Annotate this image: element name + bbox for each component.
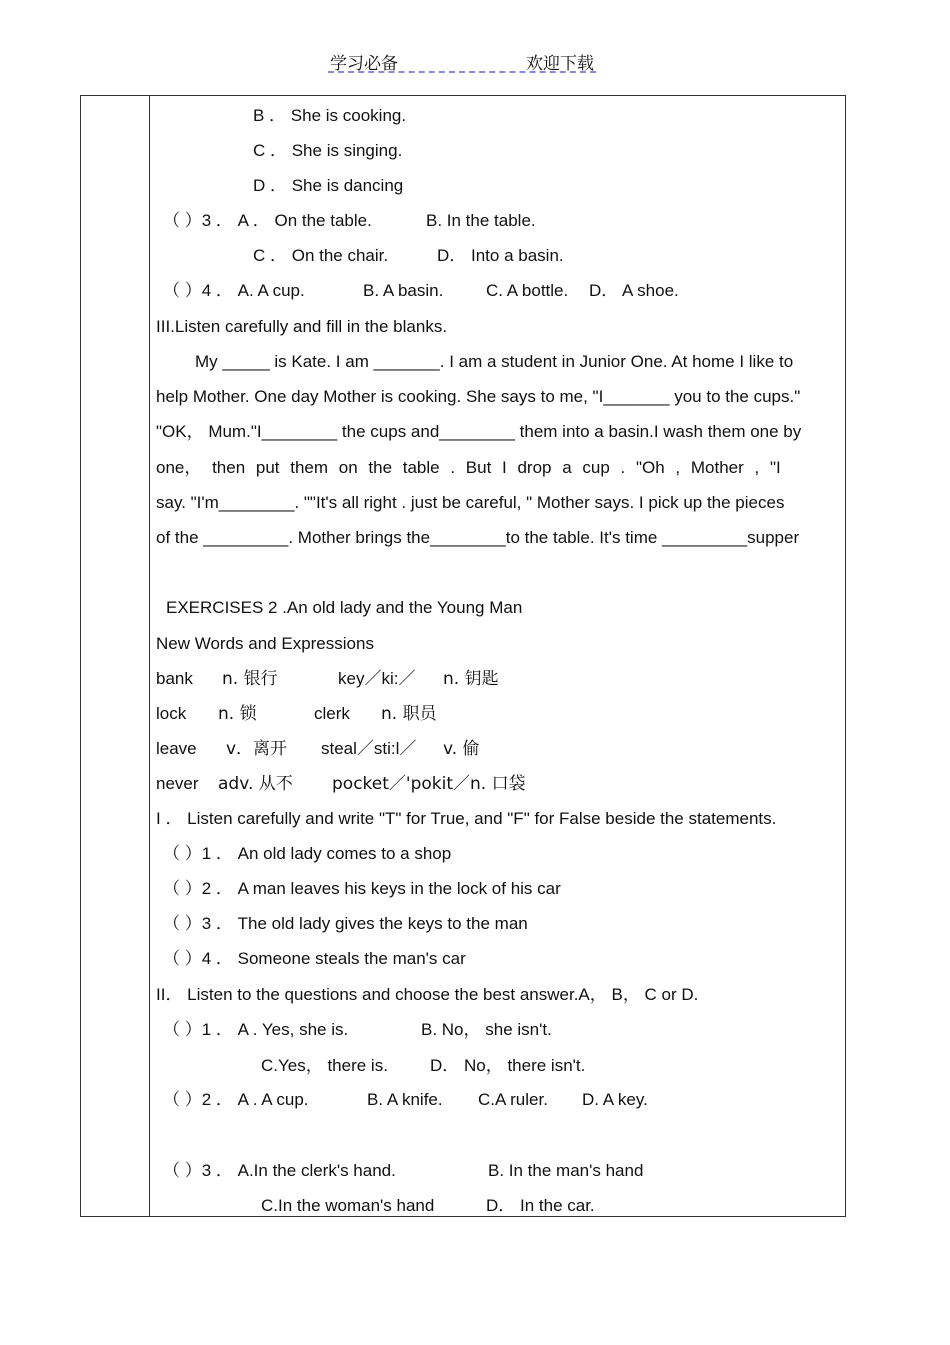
- vocab-word: never: [156, 774, 199, 793]
- column-divider: [149, 96, 150, 1216]
- section-heading: I ． Listen carefully and write "T" for True, and "F" for False beside the statements.: [156, 809, 777, 828]
- header-right: 欢迎下载: [526, 54, 594, 74]
- option-line: D． In the car.: [486, 1196, 595, 1215]
- option-line: C.In the woman's hand: [261, 1196, 435, 1215]
- vocab-meaning: n. 锁: [218, 704, 257, 724]
- option-line: D． No， there isn't.: [430, 1056, 586, 1075]
- paragraph-line: one， then put them on the table . But I drop a cup . "Oh , Mother , "I: [156, 458, 781, 477]
- question-line: （ ）4 ． Someone steals the man's car: [163, 949, 466, 968]
- paragraph-line: "OK， Mum."I________ the cups and________ them into a basin.I wash them one by: [156, 422, 802, 441]
- section-heading: New Words and Expressions: [156, 634, 374, 653]
- vocab-meaning: v. 偷: [443, 739, 480, 759]
- vocab-word: bank: [156, 669, 193, 688]
- question-line: （ ）3 ． A.In the clerk's hand.: [163, 1161, 396, 1180]
- question-line: （ ）2 ． A . A cup.: [163, 1090, 309, 1109]
- paragraph-line: of the _________. Mother brings the________to the table. It's time _________supper: [156, 528, 800, 547]
- option-line: B. A knife.: [367, 1090, 443, 1109]
- header-left: 学习必备: [330, 54, 398, 74]
- option-line: B ． She is cooking.: [253, 106, 407, 125]
- option-line: D ． She is dancing: [253, 176, 404, 195]
- option-line: B. In the table.: [426, 211, 536, 230]
- question-line: （ ）4 ． A. A cup.: [163, 281, 305, 300]
- question-line: （ ）3 ． A ． On the table.: [163, 211, 372, 230]
- question-line: （ ）1 ． A . Yes, she is.: [163, 1020, 349, 1039]
- paragraph-line: say. "I'm________. ""It's all right . just be careful, " Mother says. I pick up the pieces: [156, 493, 785, 512]
- option-line: B. No， she isn't.: [421, 1020, 552, 1039]
- option-line: B. In the man's hand: [488, 1161, 644, 1180]
- option-line: D. A key.: [582, 1090, 648, 1109]
- option-line: C. A bottle.: [486, 281, 569, 300]
- vocab-word: key／ki:／: [338, 669, 416, 688]
- option-line: D． A shoe.: [589, 281, 679, 300]
- vocab-word: pocket／'pokit／n. 口袋: [332, 774, 526, 794]
- question-line: （ ）2 ． A man leaves his keys in the lock of his car: [163, 879, 561, 898]
- vocab-meaning: adv. 从不: [218, 774, 293, 794]
- option-line: C.Yes， there is.: [261, 1056, 388, 1075]
- option-line: C ． On the chair.: [253, 246, 389, 265]
- exercise-title: EXERCISES 2 .An old lady and the Young Man: [166, 598, 523, 617]
- vocab-meaning: v．离开: [226, 739, 288, 759]
- vocab-word: leave: [156, 739, 197, 758]
- section-heading: II． Listen to the questions and choose the best answer.A， B， C or D.: [156, 985, 699, 1004]
- question-line: （ ）3 ． The old lady gives the keys to the man: [163, 914, 528, 933]
- page-header: [328, 47, 596, 73]
- paragraph-line: My _____ is Kate. I am _______. I am a student in Junior One. At home I like to: [195, 352, 794, 371]
- option-line: B. A basin.: [363, 281, 444, 300]
- option-line: D． Into a basin.: [437, 246, 564, 265]
- section-heading: III.Listen carefully and fill in the blanks.: [156, 317, 448, 336]
- vocab-meaning: n. 钥匙: [443, 669, 499, 689]
- vocab-meaning: n. 职员: [381, 704, 437, 724]
- vocab-word: clerk: [314, 704, 350, 723]
- vocab-word: lock: [156, 704, 187, 723]
- question-line: （ ）1 ． An old lady comes to a shop: [163, 844, 452, 863]
- paragraph-line: help Mother. One day Mother is cooking. She says to me, "I_______ you to the cups.": [156, 387, 801, 406]
- vocab-meaning: n. 银行: [222, 669, 278, 689]
- option-line: C.A ruler.: [478, 1090, 548, 1109]
- vocab-word: steal／sti:l／: [321, 739, 417, 758]
- option-line: C ． She is singing.: [253, 141, 403, 160]
